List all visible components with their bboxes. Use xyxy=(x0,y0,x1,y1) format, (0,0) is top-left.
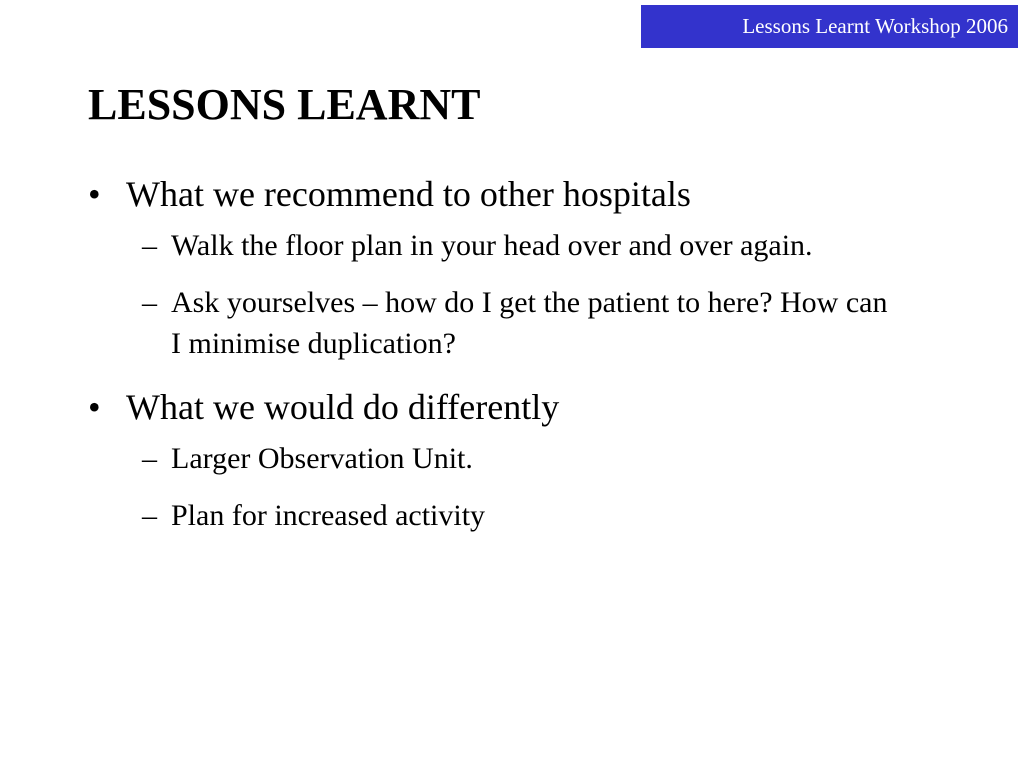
sub-item xyxy=(126,282,891,364)
sub-item-marker: – xyxy=(142,499,157,532)
bullet-text: What we recommend to other hospitals xyxy=(126,174,691,214)
sub-item xyxy=(126,438,891,479)
sub-list xyxy=(126,225,968,364)
header-banner-text: Lessons Learnt Workshop 2006 xyxy=(742,14,1008,38)
sub-item-text: Plan for increased activity xyxy=(171,499,486,532)
bullet-marker: • xyxy=(88,174,101,214)
sub-item xyxy=(126,495,891,536)
header-banner xyxy=(641,5,1018,48)
sub-list xyxy=(126,438,968,536)
sub-item-marker: – xyxy=(142,229,157,262)
slide-title: LESSONS LEARNT xyxy=(88,80,481,129)
sub-item-marker: – xyxy=(142,442,157,475)
sub-item-text: Larger Observation Unit. xyxy=(171,442,473,475)
bullet-differently xyxy=(88,386,968,536)
sub-item xyxy=(126,225,891,266)
bullet-recommendations xyxy=(88,173,968,364)
bullet-marker: • xyxy=(88,387,101,427)
slide-content xyxy=(88,173,968,558)
bullet-text: What we would do differently xyxy=(126,387,560,427)
sub-item-text: Walk the floor plan in your head over and over again. xyxy=(171,229,813,262)
sub-item-text: Ask yourselves – how do I get the patient to here? How can I minimise duplication? xyxy=(171,286,888,360)
sub-item-marker: – xyxy=(142,286,157,319)
